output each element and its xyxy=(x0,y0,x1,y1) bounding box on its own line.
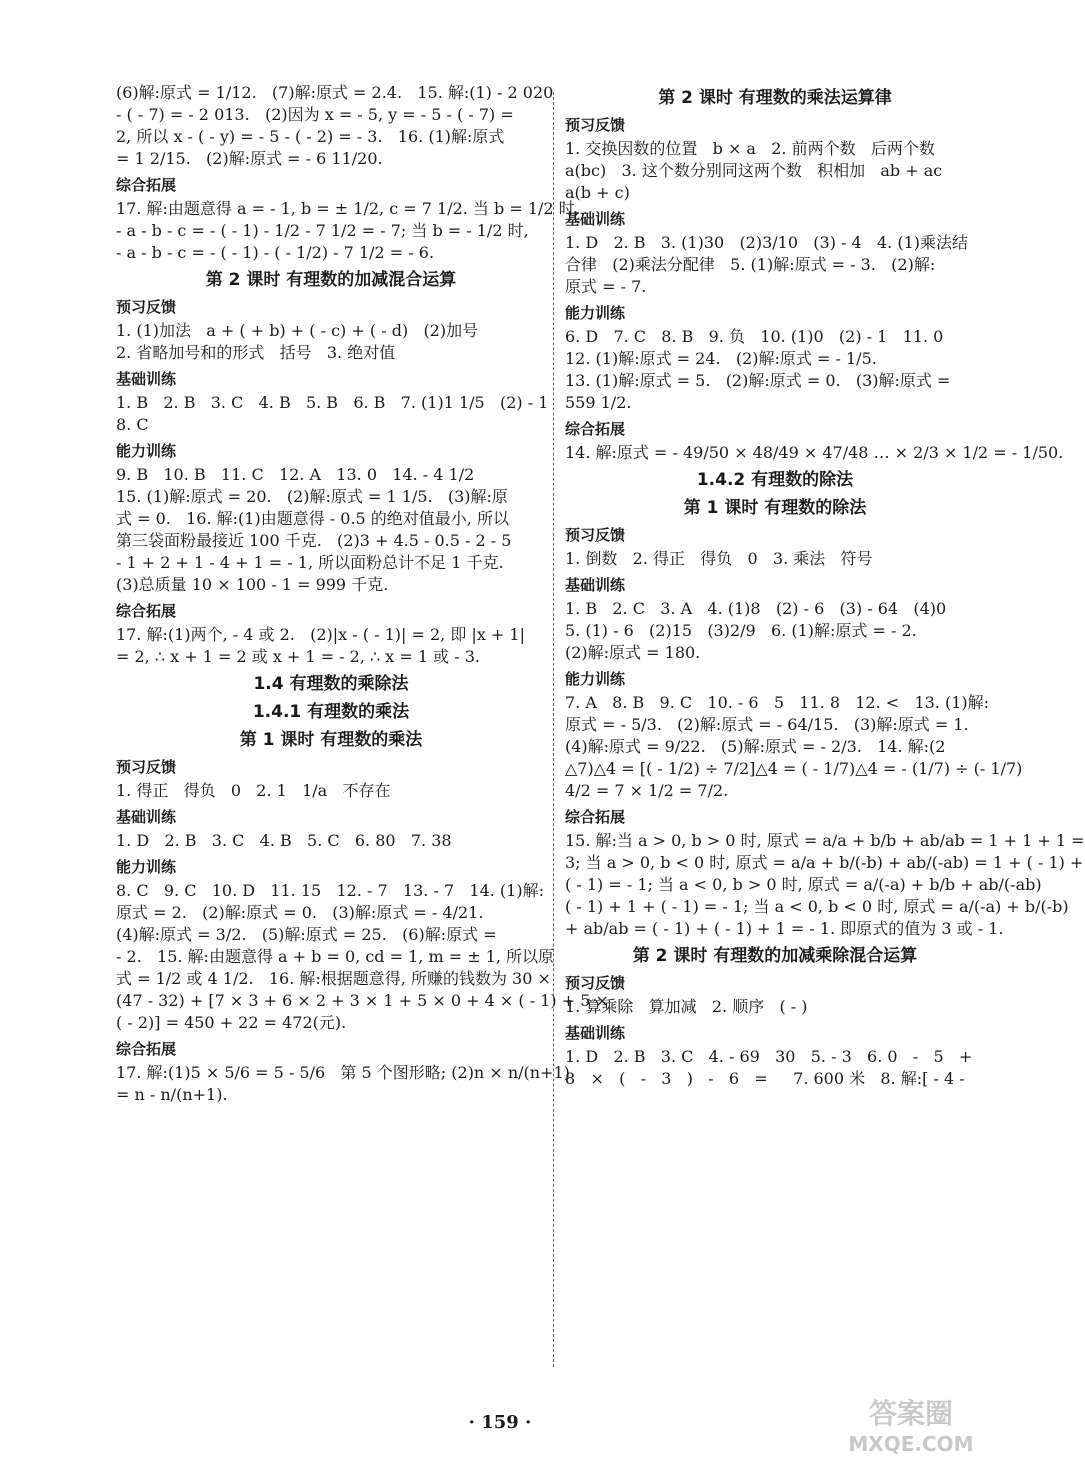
section-heading: 能力训练 xyxy=(565,304,626,322)
answer-line: - 2. 15. 解:由题意得 a + b = 0, cd = 1, m = ± 1, 所以原 xyxy=(116,947,555,966)
answer-line: 17. 解:(1)5 × 5/6 = 5 - 5/6 第 5 个图形略; (2)n × n/(n+1) xyxy=(116,1063,570,1082)
answer-line: 8. C 9. C 10. D 11. 15 12. - 7 13. - 7 14. (1)解: xyxy=(116,881,544,900)
right-column xyxy=(565,82,1085,1090)
section-heading: 基础训练 xyxy=(565,576,626,594)
answer-line: 3; 当 a > 0, b < 0 时, 原式 = a/a + b/(-b) + ab/(-ab) = 1 + ( - 1) + xyxy=(565,853,1084,872)
answer-line: = n - n/(n+1). xyxy=(116,1085,228,1104)
section-heading: 预习反馈 xyxy=(565,116,626,134)
section-heading: 基础训练 xyxy=(565,1024,626,1042)
answer-line: 2. 省略加号和的形式 括号 3. 绝对值 xyxy=(116,343,396,362)
answer-line: 原式 = - 7. xyxy=(565,277,647,296)
answer-line: 17. 解:(1)两个, - 4 或 2. (2)|x - ( - 1)| = 2, 即 |x + 1| xyxy=(116,625,525,644)
section-heading: 预习反馈 xyxy=(565,526,626,544)
answer-line: 1. B 2. B 3. C 4. B 5. B 6. B 7. (1)1 1/5 (2) - 1 xyxy=(116,393,549,412)
section-title: 第 2 课时 有理数的加减乘除混合运算 xyxy=(632,946,918,966)
answer-line: (6)解:原式 = 1/12. (7)解:原式 = 2.4. 15. 解:(1) - 2 020 xyxy=(116,83,554,102)
section-title: 1.4.1 有理数的乘法 xyxy=(252,702,410,722)
section-heading: 综合拓展 xyxy=(116,176,177,194)
section-title: 第 1 课时 有理数的乘法 xyxy=(239,730,423,750)
answer-line: - ( - 7) = - 2 013. (2)因为 x = - 5, y = - 5 - ( - 7) = xyxy=(116,105,514,124)
column-divider xyxy=(553,92,554,1367)
watermark-logo xyxy=(836,1389,986,1459)
section-heading: 综合拓展 xyxy=(116,602,177,620)
answer-line: 17. 解:由题意得 a = - 1, b = ± 1/2, c = 7 1/2. 当 b = 1/2 时, xyxy=(116,199,580,218)
answer-line: 4/2 = 7 × 1/2 = 7/2. xyxy=(565,781,729,800)
answer-line: (3)总质量 10 × 100 - 1 = 999 千克. xyxy=(116,575,389,594)
answer-line: 原式 = - 5/3. (2)解:原式 = - 64/15. (3)解:原式 = 1. xyxy=(565,715,969,734)
section-heading: 能力训练 xyxy=(116,858,177,876)
answer-line: 原式 = 2. (2)解:原式 = 0. (3)解:原式 = - 4/21. xyxy=(116,903,484,922)
answer-line: - a - b - c = - ( - 1) - 1/2 - 7 1/2 = - 7; 当 b = - 1/2 时, xyxy=(116,221,529,240)
section-heading: 综合拓展 xyxy=(565,420,626,438)
answer-line: + ab/ab = ( - 1) + ( - 1) + 1 = - 1. 即原式的值为 3 或 - 1. xyxy=(565,919,1004,938)
answer-line: a(b + c) xyxy=(565,183,630,202)
svg-text:MXQE.COM: MXQE.COM xyxy=(848,1432,974,1456)
answer-line: 12. (1)解:原式 = 24. (2)解:原式 = - 1/5. xyxy=(565,349,877,368)
answer-line: ( - 2)] = 450 + 22 = 472(元). xyxy=(116,1013,347,1032)
answer-line: 第三袋面粉最接近 100 千克. (2)3 + 4.5 - 0.5 - 2 - 5 xyxy=(116,531,512,550)
section-title: 1.4 有理数的乘除法 xyxy=(253,674,409,694)
answer-line: 8. C xyxy=(116,415,149,434)
section-title: 第 2 课时 有理数的乘法运算律 xyxy=(658,88,892,108)
section-heading: 能力训练 xyxy=(565,670,626,688)
answer-line: = 2, ∴ x + 1 = 2 或 x + 1 = - 2, ∴ x = 1 或 - 3. xyxy=(116,647,481,666)
section-heading: 综合拓展 xyxy=(116,1040,177,1058)
answer-line: 13. (1)解:原式 = 5. (2)解:原式 = 0. (3)解:原式 = xyxy=(565,371,951,390)
section-title: 第 2 课时 有理数的加减混合运算 xyxy=(205,270,457,290)
answer-line: (2)解:原式 = 180. xyxy=(565,643,701,662)
answer-line: 15. (1)解:原式 = 20. (2)解:原式 = 1 1/5. (3)解:原 xyxy=(116,487,508,506)
answer-line: 1. 得正 得负 0 2. 1 1/a 不存在 xyxy=(116,781,391,800)
section-title: 1.4.2 有理数的除法 xyxy=(696,470,854,490)
answer-line: 式 = 1/2 或 4 1/2. 16. 解:根据题意得, 所赚的钱数为 30 × xyxy=(116,969,551,988)
section-heading: 能力训练 xyxy=(116,442,177,460)
answer-line: 1. D 2. B 3. C 4. B 5. C 6. 80 7. 38 xyxy=(116,831,452,850)
answer-line: (47 - 32) + [7 × 3 + 6 × 2 + 3 × 1 + 5 × 0 + 4 × ( - 1) + 5 × xyxy=(116,991,609,1010)
answer-line: 1. 交换因数的位置 b × a 2. 前两个数 后两个数 xyxy=(565,139,935,158)
answer-line: - a - b - c = - ( - 1) - ( - 1/2) - 7 1/2 = - 6. xyxy=(116,243,435,262)
answer-line: 1. B 2. C 3. A 4. (1)8 (2) - 6 (3) - 64 (4)0 xyxy=(565,599,947,618)
answer-line: 1. D 2. B 3. C 4. - 69 30 5. - 3 6. 0 - 5 + xyxy=(565,1047,973,1066)
svg-text:答案圈: 答案圈 xyxy=(868,1397,954,1430)
section-heading: 基础训练 xyxy=(565,210,626,228)
section-title: 第 1 课时 有理数的除法 xyxy=(683,498,867,518)
answer-line: (4)解:原式 = 9/22. (5)解:原式 = - 2/3. 14. 解:(2 xyxy=(565,737,946,756)
section-heading: 综合拓展 xyxy=(565,808,626,826)
answer-line: 6. D 7. C 8. B 9. 负 10. (1)0 (2) - 1 11. 0 xyxy=(565,327,944,346)
answer-line: = 1 2/15. (2)解:原式 = - 6 11/20. xyxy=(116,149,383,168)
answer-line: 5. (1) - 6 (2)15 (3)2/9 6. (1)解:原式 = - 2. xyxy=(565,621,917,640)
section-heading: 基础训练 xyxy=(116,370,177,388)
answer-line: a(bc) 3. 这个数分别同这两个数 积相加 ab + ac xyxy=(565,161,943,180)
answer-line: (4)解:原式 = 3/2. (5)解:原式 = 25. (6)解:原式 = xyxy=(116,925,497,944)
answer-line: 14. 解:原式 = - 49/50 × 48/49 × 47/48 … × 2/3 × 1/2 = - 1/50. xyxy=(565,443,1064,462)
answer-line: 2, 所以 x - ( - y) = - 5 - ( - 2) = - 3. 16. (1)解:原式 xyxy=(116,127,505,146)
answer-line: 559 1/2. xyxy=(565,393,632,412)
answer-line: 1. (1)加法 a + ( + b) + ( - c) + ( - d) (2)加号 xyxy=(116,321,479,340)
answer-line: 合律 (2)乘法分配律 5. (1)解:原式 = - 3. (2)解: xyxy=(565,255,936,274)
answer-line: 1. 倒数 2. 得正 得负 0 3. 乘法 符号 xyxy=(565,549,873,568)
answer-line: ( - 1) = - 1; 当 a < 0, b > 0 时, 原式 = a/(-a) + b/b + ab/(-ab) xyxy=(565,875,1042,894)
answer-line: 1. D 2. B 3. (1)30 (2)3/10 (3) - 4 4. (1)乘法结 xyxy=(565,233,968,252)
page-number: · 159 · xyxy=(468,1412,532,1433)
section-heading: 预习反馈 xyxy=(116,298,177,316)
answer-line: 7. A 8. B 9. C 10. - 6 5 11. 8 12. < 13. (1)解: xyxy=(565,693,990,712)
section-heading: 基础训练 xyxy=(116,808,177,826)
answer-line: △7)△4 = [( - 1/2) ÷ 7/2]△4 = ( - 1/7)△4 = - (1/7) ÷ (- 1/7) xyxy=(565,759,1023,778)
answer-line: 1. 算乘除 算加减 2. 顺序 ( - ) xyxy=(565,997,808,1016)
answer-line: 式 = 0. 16. 解:(1)由题意得 - 0.5 的绝对值最小, 所以 xyxy=(116,509,509,528)
section-heading: 预习反馈 xyxy=(116,758,177,776)
answer-line: 9. B 10. B 11. C 12. A 13. 0 14. - 4 1/2 xyxy=(116,465,475,484)
answer-line: - 1 + 2 + 1 - 4 + 1 = - 1, 所以面粉总计不足 1 千克. xyxy=(116,553,504,572)
section-heading: 预习反馈 xyxy=(565,974,626,992)
answer-line: ( - 1) + 1 + ( - 1) = - 1; 当 a < 0, b < 0 时, 原式 = a/(-a) + b/(-b) xyxy=(565,897,1069,916)
answer-line: 15. 解:当 a > 0, b > 0 时, 原式 = a/a + b/b + ab/ab = 1 + 1 + 1 = xyxy=(565,831,1085,850)
answer-line: 8 × ( - 3 ) - 6 = 7. 600 米 8. 解:[ - 4 - xyxy=(565,1069,965,1088)
